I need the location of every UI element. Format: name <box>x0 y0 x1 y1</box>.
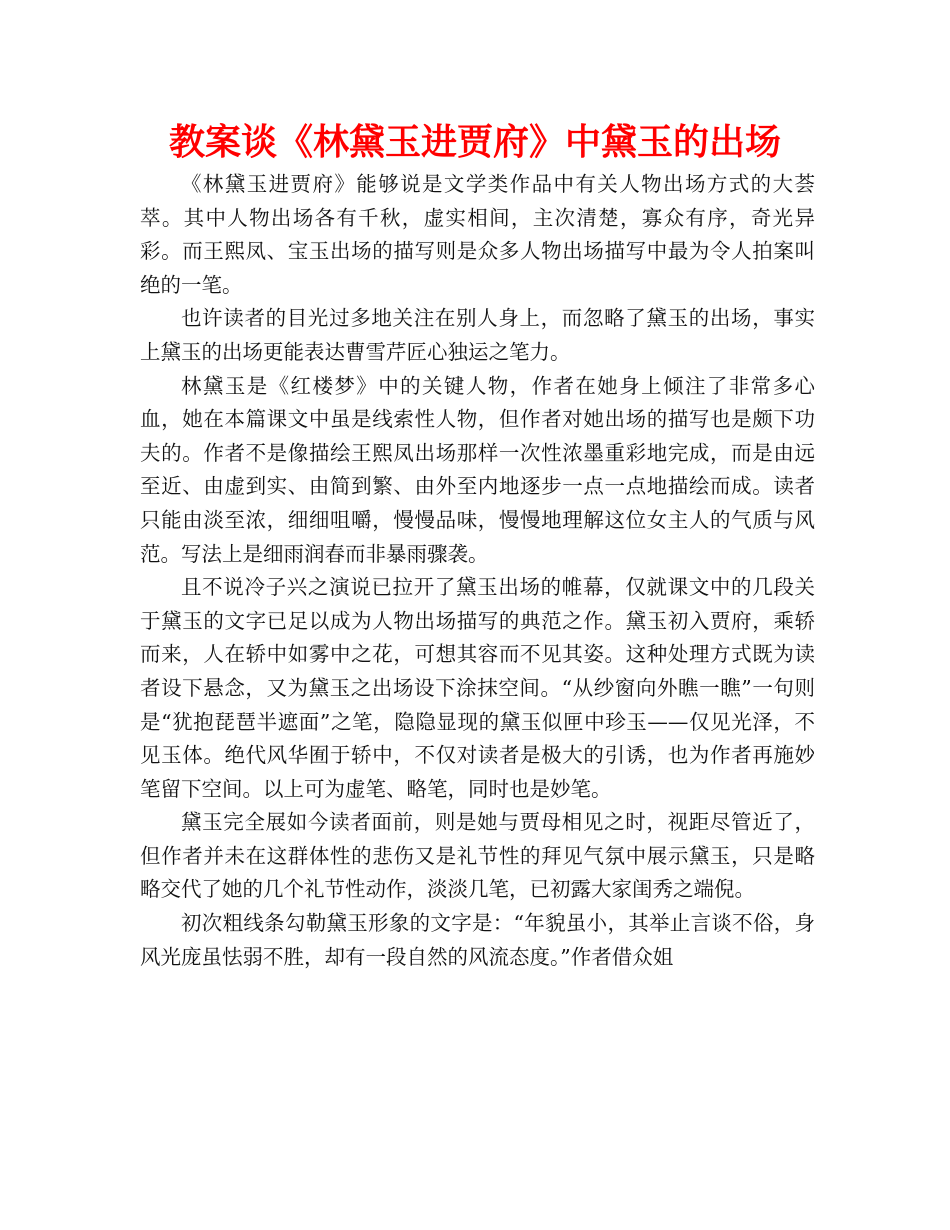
document-body <box>140 168 815 974</box>
paragraph-3: 林黛玉是《红楼梦》中的关键人物，作者在她身上倾注了非常多心血，她在本篇课文中虽是线索性人物，但作者对她出场的描写也是颇下功夫的。作者不是像描绘王熙凤出场那样一次性浓墨重彩地完成，而是由远至近、由虚到实、由简到繁、由外至内地逐步一点一点地描绘而成。读者只能由淡至浓，细细咀嚼，慢慢品味，慢慢地理解这位女主人的气质与风范。写法上是细雨润春而非暴雨骤袭。 <box>140 373 815 566</box>
paragraph-6: 初次粗线条勾勒黛玉形象的文字是：“年貌虽小，其举止言谈不俗，身风光庞虽怯弱不胜，却有一段自然的风流态度。”作者借众姐 <box>140 911 815 969</box>
paragraph-1: 《林黛玉进贾府》能够说是文学类作品中有关人物出场方式的大荟萃。其中人物出场各有千秋，虚实相间，主次清楚，寡众有序，奇光异彩。而王熙凤、宝玉出场的描写则是众多人物出场描写中最为令人拍案叫绝的一笔。 <box>140 172 815 297</box>
document-title: 教案谈《林黛玉进贾府》中黛玉的出场 <box>168 122 781 163</box>
paragraph-2: 也许读者的目光过多地关注在别人身上，而忽略了黛玉的出场，事实上黛玉的出场更能表达曹雪芹匠心独运之笔力。 <box>140 306 815 364</box>
paragraph-5: 黛玉完全展如今读者面前，则是她与贾母相见之时，视距尽管近了，但作者并未在这群体性的悲伤又是礼节性的拜见气氛中展示黛玉，只是略略交代了她的几个礼节性动作，淡淡几笔，已初露大家闺秀之端倪。 <box>140 810 815 902</box>
paragraph-4: 且不说冷子兴之演说已拉开了黛玉出场的帷幕，仅就课文中的几段关于黛玉的文字已足以成为人物出场描写的典范之作。黛玉初入贾府，乘轿而来，人在轿中如雾中之花，可想其容而不见其姿。这种处理方式既为读者设下悬念，又为黛玉之出场设下涂抹空间。“从纱窗向外瞧一瞧”一句则是“犹抱琵琶半遮面”之笔，隐隐显现的黛玉似匣中珍玉——仅见光泽，不见玉体。绝代风华囿于轿中，不仅对读者是极大的引诱，也为作者再施妙笔留下空间。以上可为虚笔、略笔，同时也是妙笔。 <box>140 575 815 801</box>
